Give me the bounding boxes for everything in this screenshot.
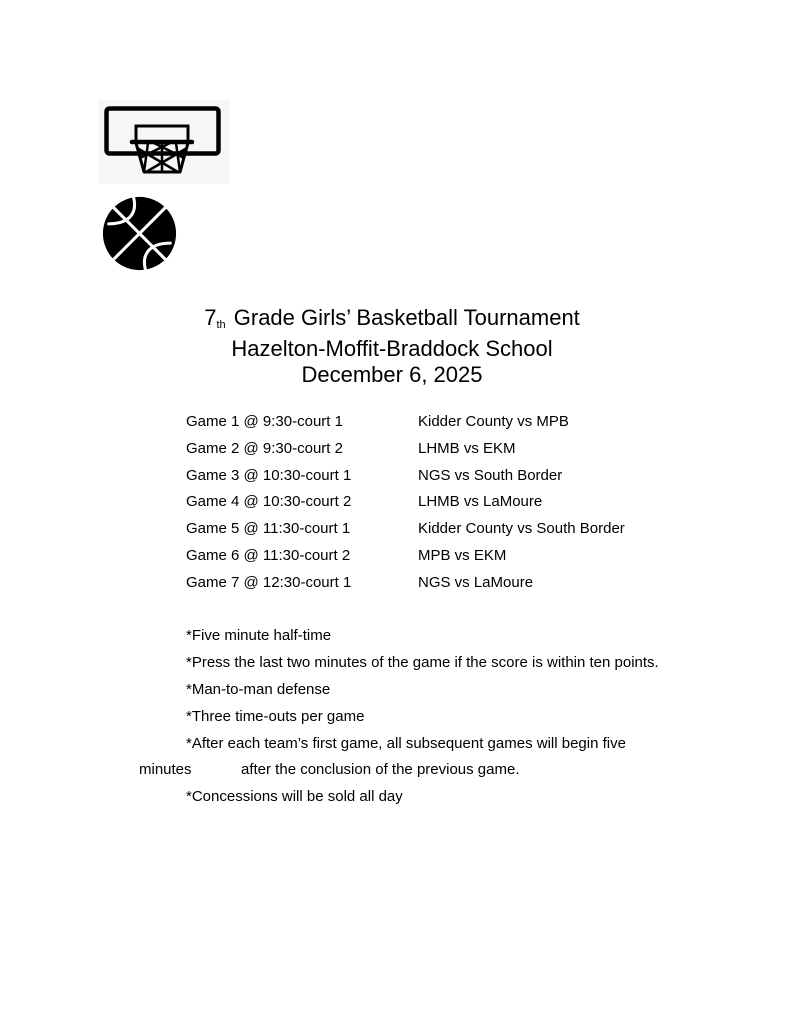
rule-text: *After each team’s first game, all subsequent games will begin five [186,734,626,752]
rule-text: *Concessions will be sold all day [186,788,403,806]
schedule-row [186,518,706,545]
game-matchup: Kidder County vs MPB [418,413,569,430]
schedule-row [186,491,706,518]
game-time: Game 3 @ 10:30-court 1 [186,466,352,484]
game-matchup: NGS vs South Border [418,466,563,484]
tournament-title [0,305,784,336]
rule-note [0,652,791,679]
schedule-row [186,438,706,465]
basketball-icon [101,195,178,272]
rule-note [0,625,791,652]
game-time: Game 7 @ 12:30-court 1 [186,573,352,591]
title-text: Grade Girls’ Basketball Tournament [233,305,580,330]
schedule-row [186,572,706,599]
game-schedule [186,411,706,599]
ordinal-number: 7 [204,305,217,330]
rule-note [0,706,791,733]
rule-text: *Man-to-man defense [186,680,331,698]
rule-note [0,733,791,760]
game-time: Game 4 @ 10:30-court 2 [186,493,352,511]
tournament-date: December 6, 2025 [301,362,483,387]
schedule-row [186,545,706,572]
schedule-row [186,411,706,438]
rule-note-continuation [0,759,791,786]
tournament-rules [0,625,791,813]
game-matchup: NGS vs LaMoure [418,573,534,591]
title-ordinal [204,305,226,331]
schedule-row [186,465,706,492]
rule-text: *Press the last two minutes of the game if the score is within ten points. [186,653,659,671]
game-matchup: LHMB vs LaMoure [418,493,543,511]
game-time: Game 6 @ 11:30-court 2 [186,546,351,564]
game-matchup: Kidder County vs South Border [418,520,625,538]
rule-text-continuation-end: after the conclusion of the previous game. [241,761,520,779]
game-time: Game 2 @ 9:30-court 2 [186,439,343,457]
school-name: Hazelton-Moffit-Braddock School [231,335,553,361]
game-time: Game 5 @ 11:30-court 1 [186,520,351,538]
basketball-hoop-icon [98,100,230,184]
rule-note [0,786,791,813]
rule-text: *Five minute half-time [186,627,332,644]
game-matchup: MPB vs EKM [418,546,507,564]
tournament-title-block [0,305,784,389]
game-matchup: LHMB vs EKM [418,439,516,457]
rule-text-continuation-start: minutes [139,761,192,779]
ordinal-suffix: th [216,319,226,331]
game-time: Game 1 @ 9:30-court 1 [186,413,343,430]
rule-text: *Three time-outs per game [186,707,365,725]
rule-note [0,679,791,706]
